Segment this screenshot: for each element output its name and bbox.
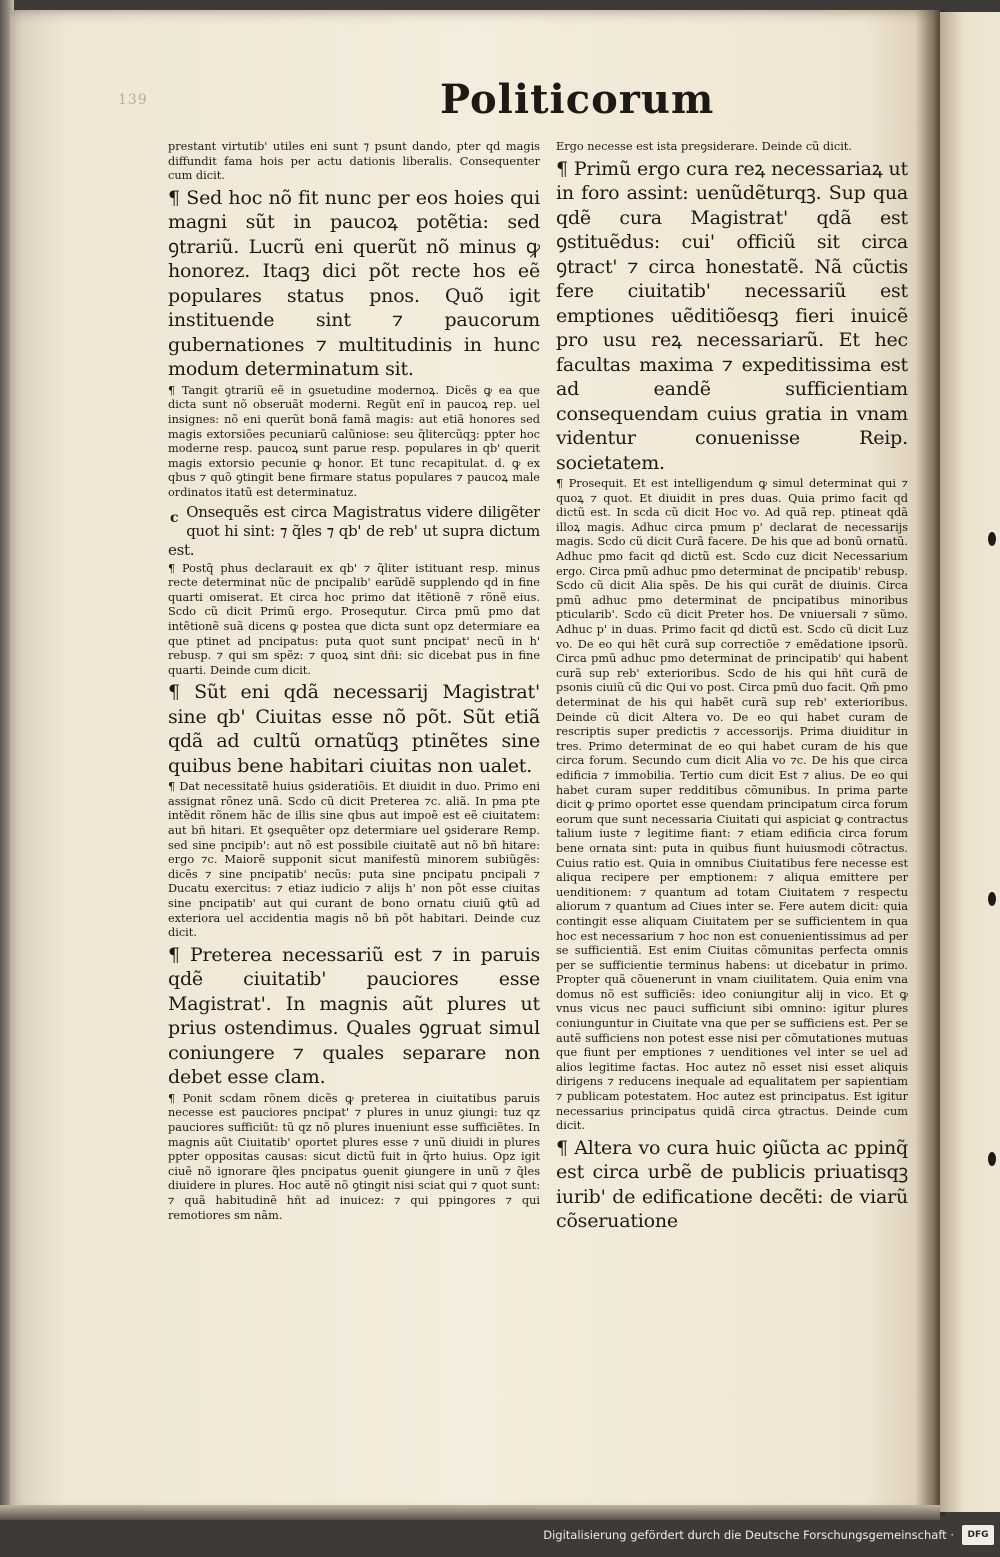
paragraph: ¶ Prosequit. Et est intelligendum ꝙ simul determinat qui ⁊ quoꝝ ⁊ quot. Et diuidit in pres duas. Quia primo facit qd dictũ est. In scda cũ dicit Hoc vo. Ad quã rep. ptineat qdã illoꝝ magis. Adhuc circa pmum p' declarat de necessarijs magis. Scdo cũ dicit Curã facere. De his que ad bonũ ornatũ. Adhuc pmo facit qd dictũ est. Scdo cuz dicit Necessarium ergo. Circa pmũ adhuc pmo determinat de pncipatib' rebusp. Scdo cũ dicit Alia spẽs. De his qui curãt de diuinis. Circa pmũ adhuc pmo determinat de pncipatibus minoribus pticularib'. Scdo cũ dicit Preter hos. De vniuersali ⁊ sũmo. Adhuc p' in duas. Primo facit qd dictũ est. Scdo cũ dicit Luz vo. De eo qui hẽt curã sup correctiõe ⁊ emẽdatione ipsorũ. Circa pmũ adhuc pmo determinat de principatib' qui habent curã sup reb' exterioribus. Scdo de his qui hñt curã de psonis ciuiũ cũ dic Qui vo post. Circa pmũ duo facit. Qm̃ pmo determinat de his qui habẽt curã sup reb' exterioribus. Deinde cũ dicit Altera vo. De eo qui habet curam de rescriptis super predictis ⁊ accessorijs. Prima diuiditur in tres. Primo determinat de eo qui habet curam de his que circa forum. Secundo cum dicit Alia vo ⁊c. De his que circa edificia ⁊ immobilia. Tertio cum dicit Est ⁊ alius. De eo qui habet curam super redditibus cõmunibus. In prima parte dicit ꝙ primo oportet esse quendam principatum circa forum eorum que sunt necessaria Ciuitati qui aspiciat ꝙ contractus talium iuste ⁊ legitime fiant: ⁊ etiam edificia circa forum bene ornata sint: puta in quibus fiunt huiusmodi cõtractus. Cuius ratio est. Quia in omnibus Ciuitatibus fere necesse est aliqua recipere per emptionem: ⁊ aliqua emittere per uenditionem: ⁊ quantum ad totam Ciuitatem ⁊ respectu aliorum ⁊ quantum ad Ciues inter se. Fere autem dicit: quia contingit esse aliquam Ciuitatem per se sufficientem in qua hoc est necessarium ⁊ hoc non est conuenientissimus ad per se sufficientiã. Est enim Ciuitas cõmunitas perfecta omnis per se sufficientie terminus habens: ut dicebatur in primo. Propter quã cõuenerunt in vnam ciuilitatem. Quia enim vna domus nõ est sufficiẽs: ideo coniungitur alij in vico. Et ꝙ vnus vicus nec pauci sufficiunt sibi omnino: igitur plures coniunguntur in Ciuitate vna que per se sufficiens est. Per se autẽ sufficiens non potest esse nisi per cõmutationes mutuas que fiunt per emptiones ⁊ uenditiones vel inter se uel ad alios legitime factas. Hoc autez nõ esset nisi esset aliquis dirigens ⁊ reducens inequale ad equalitatem per sapientiam ⁊ publicam potestatem. Hoc autez est principatus. Est igitur necessarius principatus quidã circa ꝯtractus. Deinde cum dicit. [556, 477, 908, 1133]
paragraph: ¶ Tangit ꝯtrariũ eẽ in ꝯsuetudine modernoꝝ. Dicẽs ꝙ ea que dicta sunt nõ obseruãt moderni. Regũt enĩ in paucoꝝ rep. uel insignes: nõ eni querũt bonã famã magis: aut etiã honores sed magis extorsiões pecuniarũ calũniose: seu q̃litercũqꝫ: ppter hoc moderne resp. paucoꝝ sunt parue resp. populares in qb' querit magis extorsio pecunie ꝙ honor. Et tunc recapitulat. d. ꝙ ex qbus ⁊ quõ ꝯtingit bene firmare status populares ⁊ paucoꝝ male ordinatos itatũ est determinatuz. [168, 383, 540, 499]
paragraph: ¶ Preterea necessariũ est ⁊ in paruis qdẽ ciuitatib' pauciores esse Magistrat'. In magnis aũt plures ut prius ostendimus. Quales ꝯgruat simul coniungere ⁊ quales separare non debet esse clam. [168, 943, 540, 1089]
paragraph: ¶ Altera vo cura huic ꝯiũcta ac ppinq̃ est circa urbẽ de publicis priuatisqꝫ iurib' de edificatione decẽti: de viarũ cõseruatione [556, 1136, 908, 1233]
facing-page-mark [988, 532, 996, 546]
running-head: Politicorum [440, 76, 715, 123]
paragraph: ¶ Sũt eni qdã necessarij Magistrat' sine qb' Ciuitas esse nõ põt. Sũt etiã qdã ad cultũ ornatũqꝫ ptinẽtes sine quibus bene habitari ciuitas non ualet. [168, 681, 540, 777]
paragraph: prestant virtutib' utiles eni sunt ⁊ psunt dando, pter qd magis diffundit fama hois per actu dationis liberalis. Consequenter cum dicit. [168, 140, 540, 183]
right-text-column [556, 140, 908, 1270]
facing-page-mark [988, 892, 996, 906]
margin-letter: c [170, 509, 179, 526]
facing-page-edge [940, 12, 1000, 1512]
left-text-column [168, 140, 540, 1270]
page-stack-edge [0, 1505, 940, 1520]
paragraph: ¶ Primũ ergo cura reꝝ necessariaꝝ ut in foro assint: uenũdẽturqꝫ. Sup qua qdẽ cura Magistrat' qdã est ꝯstituẽdus: cui' officiũ sit circa ꝯtract' ⁊ circa honestatẽ. Nã cũctis fere ciuitatib' necessariũ est emptiones uẽditiõesqꝫ fieri inuicẽ pro usu reꝝ necessariarũ. Et hec facultas maxima ⁊ expeditissima est ad eandẽ sufficientiam consequendam cuius gratia in vnam videntur conuenisse Reip. societatem. [556, 157, 908, 474]
folio-number: 139 [118, 92, 148, 108]
paragraph [168, 503, 540, 560]
paragraph: Ergo necesse est ista preꝯsiderare. Deinde cũ dicit. [556, 140, 852, 153]
paragraph: ¶ Dat necessitatẽ huius ꝯsideratiõis. Et diuidit in duo. Primo eni assignat rõnez unã. Scdo cũ dicit Preterea ⁊c. aliã. In pma pte intẽdit rõnem hãc de illis sine qbus aut impoẽ est eẽ ciuitatem: aut bñ hitari. Et ꝯsequẽter opz determiare uel ꝯsiderare Remp. sed sine pncipib': aut nõ est possibile ciuitatẽ aut nõ bñ hitare: ergo ⁊c. Maiorẽ supponit sicut manifestũ minorem subiũgẽs: dicẽs ⁊ sine pncipatib' necũs: puta sine pncipatu pncipali ⁊ Ducatu exercitus: ⁊ etiaz iudicio ⁊ alijs h' non põt esse ciuitas sine pncipatib' aut qui curant de bono ornatu ciuiũ ꝙtũ ad exteriora uel accidentia magis nõ bñ põt habitari. Deinde cuz dicit. [168, 780, 540, 940]
paragraph: ¶ Sed hoc nõ fit nunc per eos hoies qui magni sũt in paucoꝝ potẽtia: sed ꝯtrariũ. Lucrũ eni querũt nõ minus ꝙ honorez. Itaqꝫ dici põt recte hos eẽ populares status pnos. Quõ igit instituende sint ⁊ paucorum gubernationes ⁊ multitudinis in hunc modum determinatum sit. [168, 186, 540, 381]
dfg-logo: DFG [962, 1525, 994, 1545]
paragraph: ¶ Postq̃ phus declarauit ex qb' ⁊ q̃liter istituant resp. minus recte determinat nũc de pncipalib' earũdẽ supplendo qd in fine quarti omiserat. Et circa hoc primo dat itẽtionẽ ⁊ rõnẽ eius. Scdo cũ dicit Primũ ergo. Prosequtur. Circa pmũ pmo dat intẽtionẽ suã dicens ꝙ postea que dicta sunt opz determiare ea que ptinet ad pncipatus: puta quot sunt pncipat' necũ in h' rebusp. ⁊ qui sm spẽz: ⁊ quoꝝ sint dñi: sic dicebat pus in fine quarti. Deinde cum dicit. [168, 561, 540, 677]
footer-credit: Digitalisierung gefördert durch die Deutsche Forschungsgemeinschaft · [543, 1528, 954, 1542]
paragraph: ¶ Ponit scdam rõnem dicẽs ꝙ preterea in ciuitatibus paruis necesse est pauciores pncipat' ⁊ plures in unuz ꝯiungi: tuz qz pauciores sufficiũt: tũ qz nõ plures inueniunt esse sufficiẽtes. In magnis aũt Ciuitatib' oportet plures esse ⁊ unũ diuidi in plures ppter oppositas causas: sicut dictũ fuit in q̃rto huius. Opz igit ciuẽ nõ ignorare q̃les pncipatus ꝯuenit ꝯiungere in unũ ⁊ q̃les diuidere in plures. Hoc autẽ nõ ꝯtingit nisi sciat qui ⁊ quot sunt: ⁊ quã habitudinẽ hñt ad inuicez: ⁊ qui ppingores ⁊ qui remotiores sm nãm. [168, 1091, 540, 1222]
paragraph-text: Onsequẽs est circa Magistratus videre diligẽter quot hi sint: ⁊ q̃les ⁊ qb' de reb' ut supra dictum est. [168, 502, 540, 559]
facing-page-mark [988, 1152, 996, 1166]
